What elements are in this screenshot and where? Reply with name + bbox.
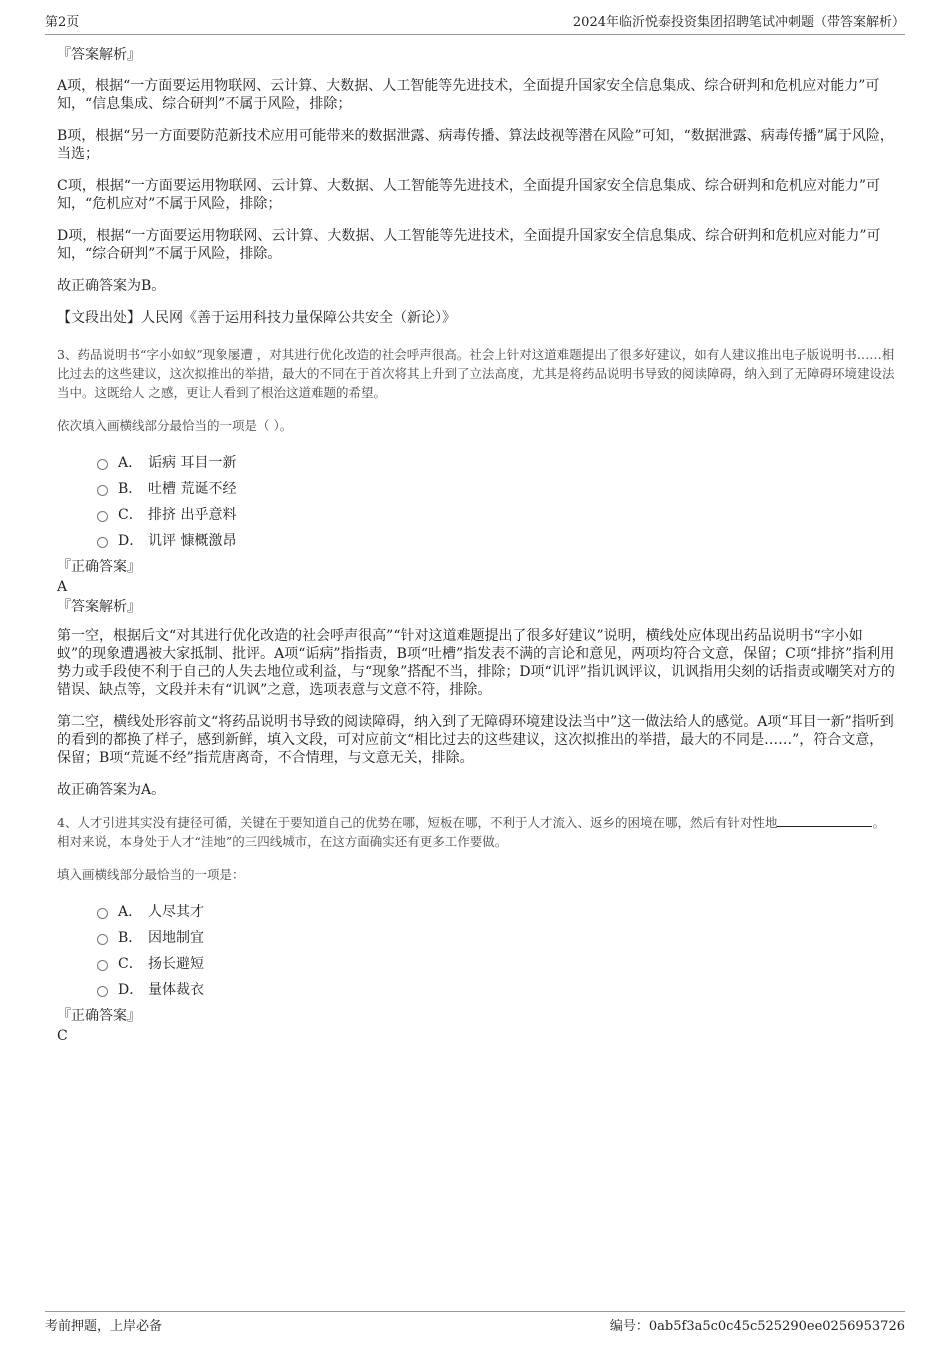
fill-blank: [777, 814, 872, 827]
document-id: 编号：0ab5f3a5c0c45c525290ee0256953726: [609, 1319, 905, 1334]
main-content: [57, 45, 897, 1046]
option-text: 因地制宜: [148, 930, 204, 946]
option-d[interactable]: [97, 976, 897, 1002]
option-letter: C．: [118, 956, 143, 972]
correct-answer: A: [57, 579, 68, 595]
option-text: 排挤 出乎意料: [148, 507, 237, 523]
analysis-paragraph: 第一空，根据后文“对其进行优化改造的社会呼声很高”“针对这道难题提出了很多好建议”说明，横线处应体现出药品说明书“字小如蚁”的现象遭遇被大家抵制、批评。A项“诟病”指指责，B项“吐槽”指发表不满的言论和意见，两项均符合文意，保留；C项“排挤”指利用势力或手段使不利于自己的人失去地位或利益，与“现象”搭配不当，排除；D项“讥评”指讥讽评议，讥讽指用尖刻的话指责或嘲笑对方的错误、缺点等，文段并未有“讥讽”之意，选项表意与文意不符，排除。: [57, 628, 895, 698]
option-b[interactable]: [97, 475, 897, 501]
option-letter: B．: [118, 930, 143, 946]
radio-icon[interactable]: [97, 511, 108, 522]
options-list: [97, 449, 897, 553]
stem-text-after: 。相对来说，本身处于人才“洼地”的三四线城市，在这方面确实还有更多工作要做。: [57, 815, 885, 849]
option-a[interactable]: [97, 898, 897, 924]
option-text: 讥评 慷概激昂: [148, 533, 237, 549]
option-text: 扬长避短: [148, 956, 204, 972]
question-stem: [57, 813, 897, 851]
option-letter: B．: [118, 481, 143, 497]
question-prompt: 填入画横线部分最恰当的一项是：: [57, 867, 245, 882]
option-letter: A．: [118, 455, 143, 471]
footer-slogan: 考前押题，上岸必备: [45, 1319, 163, 1334]
radio-icon[interactable]: [97, 960, 108, 971]
conclusion: 故正确答案为B。: [57, 278, 166, 294]
question-prompt: 依次填入画横线部分最恰当的一项是（ ）。: [57, 418, 293, 433]
correct-answer-label: 『正确答案』: [57, 1008, 141, 1024]
radio-icon[interactable]: [97, 908, 108, 919]
option-a[interactable]: [97, 449, 897, 475]
analysis-label: 『答案解析』: [57, 599, 141, 615]
option-c[interactable]: [97, 950, 897, 976]
radio-icon[interactable]: [97, 485, 108, 496]
analysis-paragraph: C项，根据“一方面要运用物联网、云计算、大数据、人工智能等先进技术，全面提升国家安全信息集成、综合研判和危机应对能力”可知，“危机应对”不属于风险，排除；: [57, 178, 881, 212]
conclusion: 故正确答案为A。: [57, 782, 166, 798]
correct-answer-label: 『正确答案』: [57, 559, 141, 575]
source-note: 【文段出处】人民网《善于运用科技力量保障公共安全（新论）》: [57, 310, 456, 326]
option-d[interactable]: [97, 527, 897, 553]
option-b[interactable]: [97, 924, 897, 950]
stem-text-before: 4、人才引进其实没有捷径可循，关键在于要知道自己的优势在哪，短板在哪，不利于人才流入、返乡的困境在哪，然后有针对性地: [57, 815, 778, 830]
radio-icon[interactable]: [97, 459, 108, 470]
option-letter: A．: [118, 904, 143, 920]
document-title: 2024年临沂悦泰投资集团招聘笔试冲刺题（带答案解析）: [572, 15, 905, 30]
radio-icon[interactable]: [97, 986, 108, 997]
option-letter: D．: [118, 982, 144, 998]
page-footer: [45, 1311, 905, 1339]
radio-icon[interactable]: [97, 537, 108, 548]
option-text: 诟病 耳目一新: [148, 455, 237, 471]
analysis-paragraph: D项，根据“一方面要运用物联网、云计算、大数据、人工智能等先进技术，全面提升国家安全信息集成、综合研判和危机应对能力”可知，“综合研判”不属于风险，排除。: [57, 228, 881, 262]
correct-answer: C: [57, 1028, 68, 1044]
radio-icon[interactable]: [97, 934, 108, 945]
page-header: [45, 14, 905, 35]
option-letter: C．: [118, 507, 143, 523]
question-stem: 3、药品说明书“字小如蚁”现象屡遭 ，对其进行优化改造的社会呼声很高。社会上针对这道难题提出了很多好建议，如有人建议推出电子版说明书……相比过去的这些建议，这次拟推出的举措，最大的不同在于首次将其上升到了立法高度，尤其是将药品说明书导致的阅读障碍，纳入到了无障碍环境建设法当中。这既给人 之感，更让人看到了根治这道难题的希望。: [57, 347, 895, 400]
page-number: 第2页: [45, 15, 80, 30]
option-c[interactable]: [97, 501, 897, 527]
analysis-paragraph: 第二空，横线处形容前文“将药品说明书导致的阅读障碍，纳入到了无障碍环境建设法当中”这一做法给人的感觉。A项“耳目一新”指听到的看到的都换了样子，感到新鲜，填入文段，可对应前文“相比过去的这些建议，这次拟推出的举措，最大的不同是……”，符合文意，保留；B项“荒诞不经”指荒唐离奇，不合情理，与文意无关，排除。: [57, 714, 894, 766]
option-text: 量体裁衣: [148, 982, 204, 998]
option-text: 吐槽 荒诞不经: [148, 481, 237, 497]
options-list: [97, 898, 897, 1002]
analysis-paragraph: A项，根据“一方面要运用物联网、云计算、大数据、人工智能等先进技术，全面提升国家安全信息集成、综合研判和危机应对能力”可知，“信息集成、综合研判”不属于风险，排除；: [57, 78, 880, 112]
analysis-paragraph: B项，根据“另一方面要防范新技术应用可能带来的数据泄露、病毒传播、算法歧视等潜在风险”可知，“数据泄露、病毒传播”属于风险，当选；: [57, 128, 894, 162]
analysis-label: 『答案解析』: [57, 47, 141, 63]
option-text: 人尽其才: [148, 904, 204, 920]
option-letter: D．: [118, 533, 144, 549]
